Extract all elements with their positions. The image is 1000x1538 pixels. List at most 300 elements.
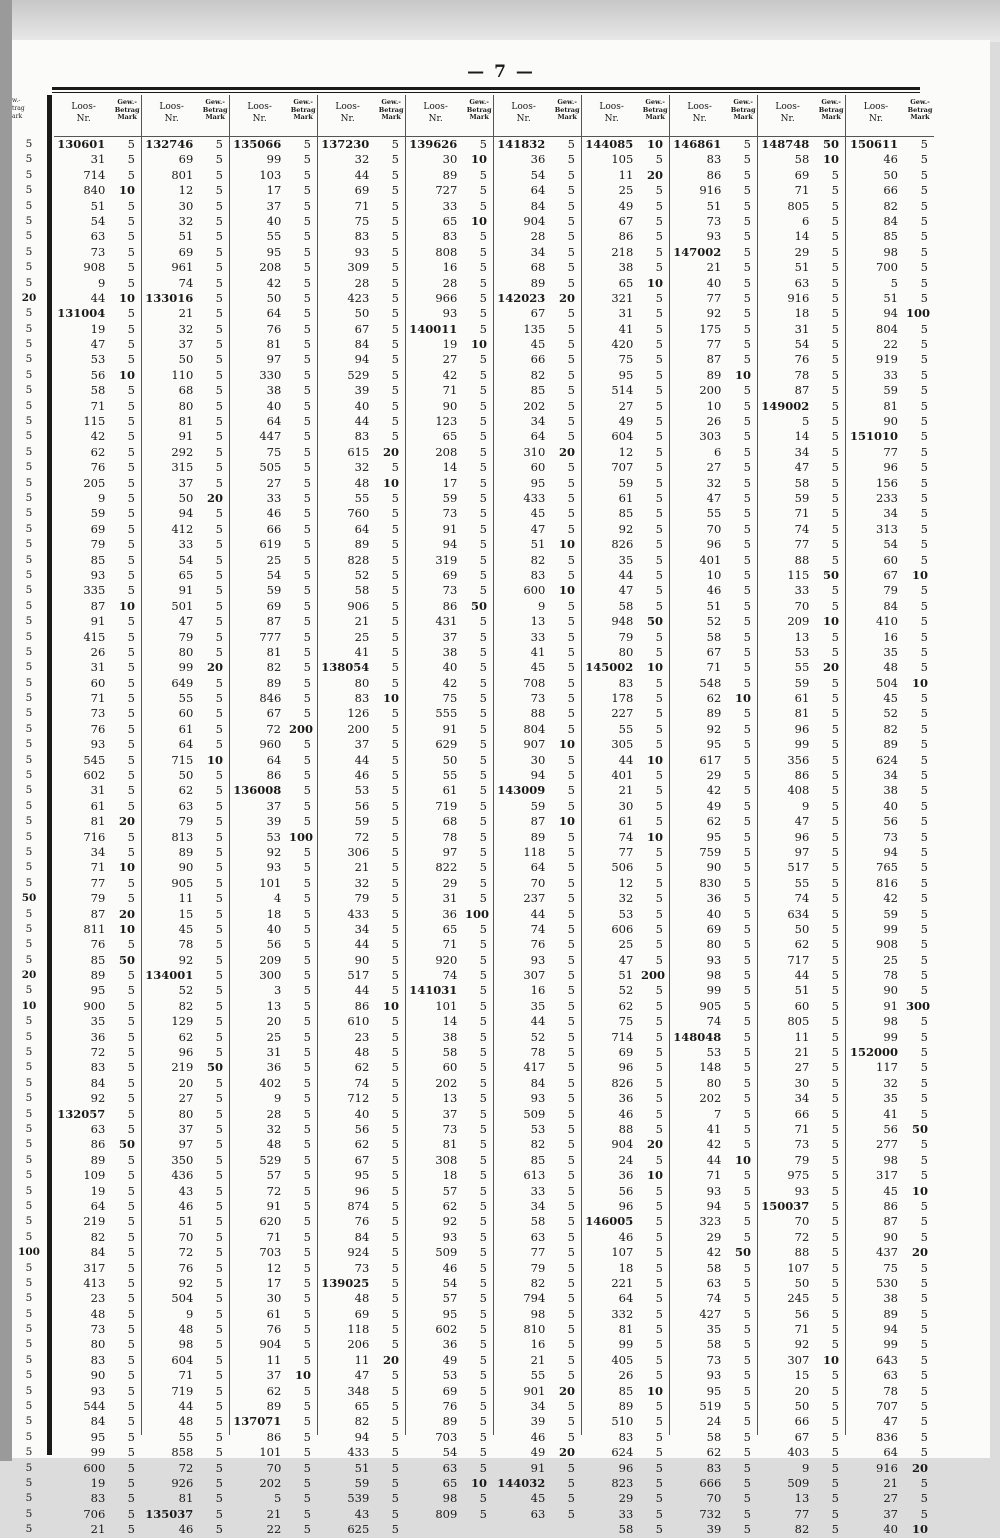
prize-amount: 5: [127, 1168, 135, 1183]
prize-amount: 10: [734, 691, 751, 706]
table-row: [54, 445, 141, 460]
prize-amount: 5: [127, 213, 135, 228]
table-row: [406, 476, 493, 491]
prize-amount: 5: [127, 891, 135, 906]
table-row: [318, 1261, 405, 1276]
prize-amount: 5: [479, 1337, 487, 1352]
prize-amount: 5: [743, 213, 751, 228]
ticket-number: 67: [354, 321, 370, 336]
ticket-number: 69: [706, 921, 722, 936]
prize-amount: 5: [831, 1045, 839, 1060]
ticket-number: 59: [90, 506, 106, 521]
table-row: [670, 891, 757, 906]
table-row: [494, 1368, 581, 1383]
left-stub-value: 5: [25, 1415, 33, 1428]
ticket-number: 7: [713, 1106, 722, 1121]
table-row: [758, 183, 845, 198]
table-row: [54, 260, 141, 275]
ticket-number: 643: [876, 1352, 898, 1367]
table-row: [494, 937, 581, 952]
table-row: [318, 1414, 405, 1429]
prize-amount: 5: [743, 906, 751, 921]
ticket-number: 613: [523, 1168, 546, 1183]
ticket-number: 84: [530, 1075, 546, 1090]
ticket-number: 76: [266, 1322, 282, 1337]
prize-amount: 5: [479, 1152, 487, 1167]
ticket-number: 67: [618, 213, 634, 228]
ticket-number: 62: [354, 1060, 370, 1075]
left-stub-value: 5: [25, 938, 33, 951]
table-row: [142, 1491, 229, 1506]
prize-amount: 5: [831, 183, 839, 198]
prize-amount: 5: [127, 521, 135, 536]
prize-amount: 5: [127, 275, 135, 290]
table-row: [582, 1137, 669, 1152]
ticket-number: 59: [883, 906, 898, 921]
table-row: [582, 1214, 669, 1229]
prize-amount: 5: [215, 506, 223, 521]
table-row: [582, 583, 669, 598]
prize-amount: 5: [920, 844, 928, 859]
prize-amount: 5: [567, 1106, 575, 1121]
ticket-number: 32: [354, 875, 370, 890]
prize-amount: 5: [127, 1214, 135, 1229]
ticket-number: 59: [354, 814, 370, 829]
ticket-number: 202: [259, 1475, 282, 1490]
prize-amount: 5: [127, 660, 135, 675]
ticket-number: 759: [699, 844, 722, 859]
prize-amount: 10: [646, 137, 663, 151]
prize-amount: 5: [920, 1414, 928, 1429]
left-stub-value: 5: [25, 1400, 33, 1413]
prize-amount: 10: [118, 860, 135, 875]
ticket-number: 64: [178, 737, 194, 752]
left-stub-value: 5: [25, 1523, 33, 1536]
table-row: [670, 1291, 757, 1306]
prize-amount: 5: [655, 398, 663, 413]
table-row: [230, 1291, 317, 1306]
table-row: [142, 168, 229, 183]
ticket-number: 71: [794, 1322, 810, 1337]
left-stub-value: 5: [25, 1030, 33, 1043]
left-stub-value: 5: [25, 353, 33, 366]
prize-amount: 100: [289, 829, 314, 844]
ticket-number: 53: [618, 906, 634, 921]
table-row: [54, 1014, 141, 1029]
prize-amount: 5: [831, 798, 839, 813]
ticket-number: 29: [706, 1229, 722, 1244]
table-row: [758, 229, 845, 244]
ticket-number: 87: [883, 1214, 898, 1229]
table-row: [494, 445, 581, 460]
table-row: [582, 1291, 669, 1306]
table-row: [494, 137, 581, 152]
ticket-number: 33: [178, 537, 194, 552]
prize-amount: 5: [567, 260, 575, 275]
ticket-number: 135066: [233, 137, 282, 151]
ticket-number: 65: [178, 567, 194, 582]
prize-amount: 5: [391, 1368, 399, 1383]
prize-amount: 5: [215, 475, 223, 490]
table-row: [582, 506, 669, 521]
table-row: [758, 460, 845, 475]
prize-amount: 5: [303, 137, 311, 151]
table-row: [846, 830, 934, 845]
prize-amount: 10: [118, 367, 135, 382]
prize-amount: 5: [655, 290, 663, 305]
prize-amount: 5: [479, 814, 487, 829]
prize-amount: 5: [391, 1045, 399, 1060]
table-row: [318, 953, 405, 968]
prize-amount: 5: [567, 721, 575, 736]
table-row: [406, 337, 493, 352]
ticket-number: 32: [354, 460, 370, 475]
table-row: [142, 768, 229, 783]
table-row: [758, 1507, 845, 1522]
ticket-number: 79: [90, 891, 106, 906]
table-row: [494, 183, 581, 198]
table-row: [582, 1107, 669, 1122]
prize-amount: 5: [391, 460, 399, 475]
ticket-number: 55: [530, 1368, 546, 1383]
table-row: [318, 553, 405, 568]
left-stub-value: 5: [25, 830, 33, 843]
ticket-number: 35: [883, 1091, 898, 1106]
prize-amount: 5: [831, 367, 839, 382]
ticket-number: 90: [90, 1368, 106, 1383]
ticket-number: 68: [442, 814, 458, 829]
table-row: [318, 1353, 405, 1368]
ticket-number: 21: [354, 614, 370, 629]
table-row: [142, 937, 229, 952]
prize-amount: 5: [479, 860, 487, 875]
table-row: [230, 291, 317, 306]
prize-amount: 5: [479, 706, 487, 721]
table-row: [230, 460, 317, 475]
table-row: [582, 1307, 669, 1322]
ticket-number: 73: [706, 213, 722, 228]
prize-amount: 5: [655, 1522, 663, 1537]
table-row: [670, 245, 757, 260]
ticket-number: 73: [442, 1122, 458, 1136]
prize-amount: 5: [743, 183, 751, 198]
prize-amount: 50: [822, 137, 839, 151]
ticket-number: 78: [883, 968, 898, 983]
ticket-number: 822: [435, 860, 458, 875]
table-row: [582, 383, 669, 398]
ticket-number: 83: [618, 675, 634, 690]
ticket-number: 56: [883, 1122, 898, 1136]
prize-amount: 5: [920, 398, 928, 413]
table-row: [582, 845, 669, 860]
prize-amount: 5: [567, 229, 575, 244]
prize-amount: 5: [567, 167, 575, 182]
table-row: [230, 522, 317, 537]
prize-amount: 5: [479, 1045, 487, 1060]
table-row: [230, 722, 317, 737]
ticket-number: 81: [266, 644, 282, 659]
header-loos-nr: Loos- Nr.: [335, 102, 360, 124]
prize-amount: 5: [567, 321, 575, 336]
prize-amount: 5: [743, 552, 751, 567]
ticket-number: 94: [354, 352, 370, 367]
prize-amount: 5: [743, 321, 751, 336]
prize-amount: 5: [655, 598, 663, 613]
table-row: [494, 1153, 581, 1168]
prize-amount: 5: [567, 1183, 575, 1198]
table-row: [582, 537, 669, 552]
ticket-number: 73: [442, 583, 458, 598]
prize-amount: 5: [479, 798, 487, 813]
table-row: [758, 1353, 845, 1368]
ticket-number: 555: [435, 706, 458, 721]
table-row: [406, 1230, 493, 1245]
ticket-number: 33: [266, 490, 282, 505]
ticket-number: 92: [90, 1091, 106, 1106]
ticket-number: 89: [530, 275, 546, 290]
prize-amount: 10: [646, 1383, 663, 1398]
prize-amount: 5: [831, 829, 839, 844]
ticket-number: 20: [266, 1014, 282, 1029]
ticket-number: 916: [699, 183, 722, 198]
ticket-number: 99: [90, 1445, 106, 1460]
ticket-number: 95: [266, 244, 282, 259]
table-row: [582, 799, 669, 814]
ticket-number: 69: [794, 167, 810, 182]
ticket-number: 75: [266, 444, 282, 459]
table-row: [846, 1291, 934, 1306]
table-row: [54, 1199, 141, 1214]
ticket-number: 629: [435, 737, 458, 752]
table-row: [142, 1076, 229, 1091]
prize-amount: 5: [831, 1460, 839, 1475]
table-row: [670, 768, 757, 783]
ticket-number: 37: [178, 337, 194, 352]
prize-amount: 5: [215, 290, 223, 305]
ticket-number: 95: [90, 983, 106, 998]
ticket-number: 80: [90, 1337, 106, 1352]
left-stub-value: 5: [25, 922, 33, 935]
table-row: [758, 522, 845, 537]
table-row: [142, 199, 229, 214]
prize-amount: 5: [127, 1429, 135, 1444]
prize-amount: 5: [303, 414, 311, 429]
prize-amount: 5: [127, 1275, 135, 1290]
table-row: [142, 614, 229, 629]
prize-amount: 5: [479, 921, 487, 936]
ticket-number: 504: [171, 1291, 194, 1306]
ticket-number: 27: [706, 460, 722, 475]
prize-amount: 5: [303, 598, 311, 613]
ticket-number: 55: [354, 490, 370, 505]
prize-amount: 5: [303, 814, 311, 829]
prize-amount: 5: [215, 1183, 223, 1198]
prize-amount: 5: [215, 183, 223, 198]
ticket-number: 926: [171, 1475, 194, 1490]
prize-amount: 5: [303, 583, 311, 598]
table-row: [758, 814, 845, 829]
table-row: [406, 1291, 493, 1306]
prize-amount: 5: [920, 968, 928, 983]
table-row: [846, 337, 934, 352]
ticket-number: 96: [618, 1060, 634, 1075]
prize-amount: 300: [906, 998, 931, 1013]
prize-amount: 5: [215, 1322, 223, 1337]
ticket-number: 63: [90, 1122, 106, 1136]
prize-amount: 5: [215, 1491, 223, 1506]
prize-amount: 5: [391, 183, 399, 198]
header-loos-nr: Loos- Nr.: [423, 102, 448, 124]
prize-amount: 5: [567, 414, 575, 429]
table-row: [846, 645, 934, 660]
ticket-number: 146005: [585, 1214, 634, 1229]
table-row: [582, 645, 669, 660]
ticket-number: 809: [435, 1506, 458, 1521]
prize-amount: 5: [391, 1275, 399, 1290]
prize-amount: 5: [920, 137, 928, 151]
table-row: [230, 1522, 317, 1537]
table-row: [54, 1522, 141, 1537]
ticket-number: 53: [706, 1045, 722, 1060]
ticket-number: 16: [530, 983, 546, 998]
table-row: [670, 583, 757, 598]
table-row: [318, 322, 405, 337]
ticket-number: 50: [794, 1399, 810, 1414]
table-row: [846, 1353, 934, 1368]
prize-amount: 5: [127, 1399, 135, 1414]
ticket-number: 91: [442, 721, 458, 736]
prize-amount: 5: [831, 1337, 839, 1352]
prize-amount: 5: [391, 1122, 399, 1136]
prize-amount: 5: [391, 290, 399, 305]
ticket-number: 76: [90, 721, 106, 736]
prize-amount: 5: [920, 1399, 928, 1414]
ticket-number: 30: [266, 1291, 282, 1306]
table-row: [318, 737, 405, 752]
ticket-number: 433: [347, 1445, 370, 1460]
ticket-number: 78: [178, 937, 194, 952]
prize-amount: 5: [743, 244, 751, 259]
table-row: [582, 553, 669, 568]
prize-amount: 5: [567, 367, 575, 382]
table-row: [670, 260, 757, 275]
prize-amount: 5: [567, 844, 575, 859]
prize-amount: 5: [655, 1337, 663, 1352]
prize-amount: 5: [127, 506, 135, 521]
ticket-number: 85: [618, 506, 634, 521]
prize-amount: 5: [831, 968, 839, 983]
table-row: [494, 168, 581, 183]
prize-amount: 5: [920, 1029, 928, 1044]
table-row: [758, 1491, 845, 1506]
ticket-number: 81: [883, 398, 898, 413]
left-stub-value: 5: [25, 1046, 33, 1059]
table-row: [670, 783, 757, 798]
ticket-number: 94: [883, 844, 898, 859]
table-row: [318, 814, 405, 829]
table-row: [54, 1245, 141, 1260]
ticket-number: 90: [178, 860, 194, 875]
prize-amount: 5: [655, 1214, 663, 1229]
ticket-number: 74: [354, 1075, 370, 1090]
ticket-number: 44: [354, 983, 370, 998]
ticket-number: 115: [83, 414, 106, 429]
prize-amount: 5: [215, 1214, 223, 1229]
prize-amount: 5: [391, 567, 399, 582]
ticket-number: 47: [618, 583, 634, 598]
table-row: [230, 630, 317, 645]
table-row: [142, 1030, 229, 1045]
prize-amount: 5: [391, 537, 399, 552]
table-row: [54, 368, 141, 383]
ticket-number: 45: [883, 1183, 898, 1198]
table-row: [582, 276, 669, 291]
ticket-number: 794: [523, 1291, 546, 1306]
prize-amount: 10: [470, 152, 487, 167]
table-row: [142, 537, 229, 552]
ticket-number: 96: [178, 1045, 194, 1060]
prize-amount: 5: [127, 968, 135, 983]
table-row: [758, 968, 845, 983]
prize-amount: 5: [303, 1475, 311, 1490]
prize-amount: 5: [743, 614, 751, 629]
table-row: [582, 229, 669, 244]
prize-amount: 10: [470, 213, 487, 228]
prize-amount: 10: [646, 752, 663, 767]
ticket-number: 423: [347, 290, 370, 305]
table-row: [142, 1107, 229, 1122]
ticket-number: 11: [618, 167, 634, 182]
table-row: [758, 1199, 845, 1214]
table-row: [142, 429, 229, 444]
ticket-number: 74: [178, 275, 194, 290]
ticket-number: 42: [266, 275, 282, 290]
table-row: [54, 1107, 141, 1122]
prize-amount: 5: [831, 1198, 839, 1213]
table-row: [494, 1276, 581, 1291]
ticket-number: 18: [794, 306, 810, 321]
prize-amount: 5: [567, 398, 575, 413]
table-row: [758, 1337, 845, 1352]
ticket-number: 14: [794, 229, 810, 244]
ticket-number: 64: [530, 183, 546, 198]
prize-amount: 10: [118, 598, 135, 613]
ticket-number: 805: [787, 1014, 810, 1029]
table-row: [318, 199, 405, 214]
prize-amount: 10: [911, 1522, 928, 1537]
ticket-number: 92: [178, 1275, 194, 1290]
prize-amount: 5: [655, 798, 663, 813]
prize-amount: 5: [743, 1352, 751, 1367]
table-row: [142, 737, 229, 752]
prize-amount: 5: [743, 1399, 751, 1414]
ticket-number: 54: [266, 567, 282, 582]
prize-amount: 5: [215, 367, 223, 382]
prize-amount: 5: [920, 629, 928, 644]
ticket-number: 69: [354, 183, 370, 198]
prize-amount: 5: [479, 1168, 487, 1183]
table-row: [54, 322, 141, 337]
prize-amount: 5: [215, 952, 223, 967]
table-row: [670, 1276, 757, 1291]
table-row: [318, 152, 405, 167]
ticket-number: 98: [442, 1491, 458, 1506]
prize-amount: 5: [655, 1122, 663, 1136]
ticket-number: 14: [442, 1014, 458, 1029]
prize-amount: 5: [479, 1491, 487, 1506]
prize-amount: 20: [558, 290, 575, 305]
prize-amount: 5: [303, 1522, 311, 1537]
